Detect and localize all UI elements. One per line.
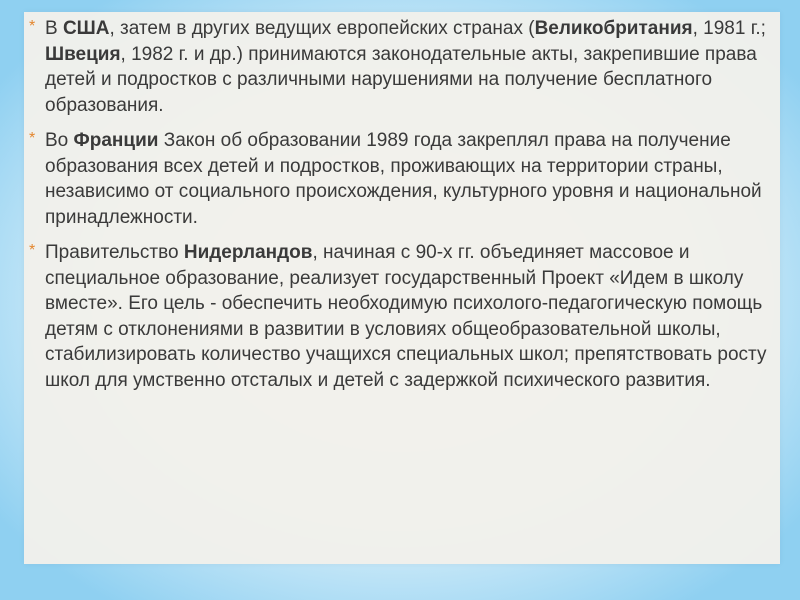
bold-segment: Швеция: [45, 43, 121, 65]
bullet-item: [29, 128, 777, 230]
text-segment: Закон об образовании 1989 года закреплял права на получение образования всех детей и подростков, проживающих на территории страны, независимо от социального происхождения, культурного уровня и национальной принадлежности.: [45, 130, 762, 228]
text-segment: Правительство: [45, 242, 184, 263]
bullet-text: [45, 130, 762, 228]
bullet-marker: *: [29, 18, 36, 35]
text-segment: Во: [45, 130, 74, 151]
bold-segment: Франции: [73, 130, 159, 151]
text-segment: В: [45, 18, 63, 39]
bullet-item: [29, 240, 777, 393]
bullet-text: [45, 18, 766, 116]
text-segment: , 1982 г. и др.) принимаются законодательные акты, закрепившие права детей и подростков с различными нарушениями на получение бесплатного образования.: [45, 43, 757, 116]
bold-segment: Нидерландов: [183, 242, 313, 263]
text-segment: , затем в других ведущих европейских странах (: [109, 18, 535, 39]
bold-segment: США: [62, 18, 110, 39]
text-segment: , начиная с 90-х гг. объединяет массовое и специальное образование, реализует государственный Проект «Идем в школу вместе». Его цель - обеспечить необходимую психолого-педагогическую помощь детям с отклонениями в развитии в условиях общеобразовательной школы, стабилизировать количество учащихся специальных школ; препятствовать росту школ для умственно отсталых и детей с задержкой психического развития.: [45, 242, 767, 391]
bullet-list: [29, 16, 777, 393]
text-segment: , 1981 г.;: [692, 18, 766, 39]
bullet-text: [45, 242, 766, 391]
bullet-marker: *: [29, 130, 36, 147]
bullet-marker: *: [29, 242, 36, 259]
bold-segment: Великобритания: [534, 18, 693, 39]
bullet-item: [29, 16, 777, 118]
bullet-list-container: [29, 16, 777, 393]
